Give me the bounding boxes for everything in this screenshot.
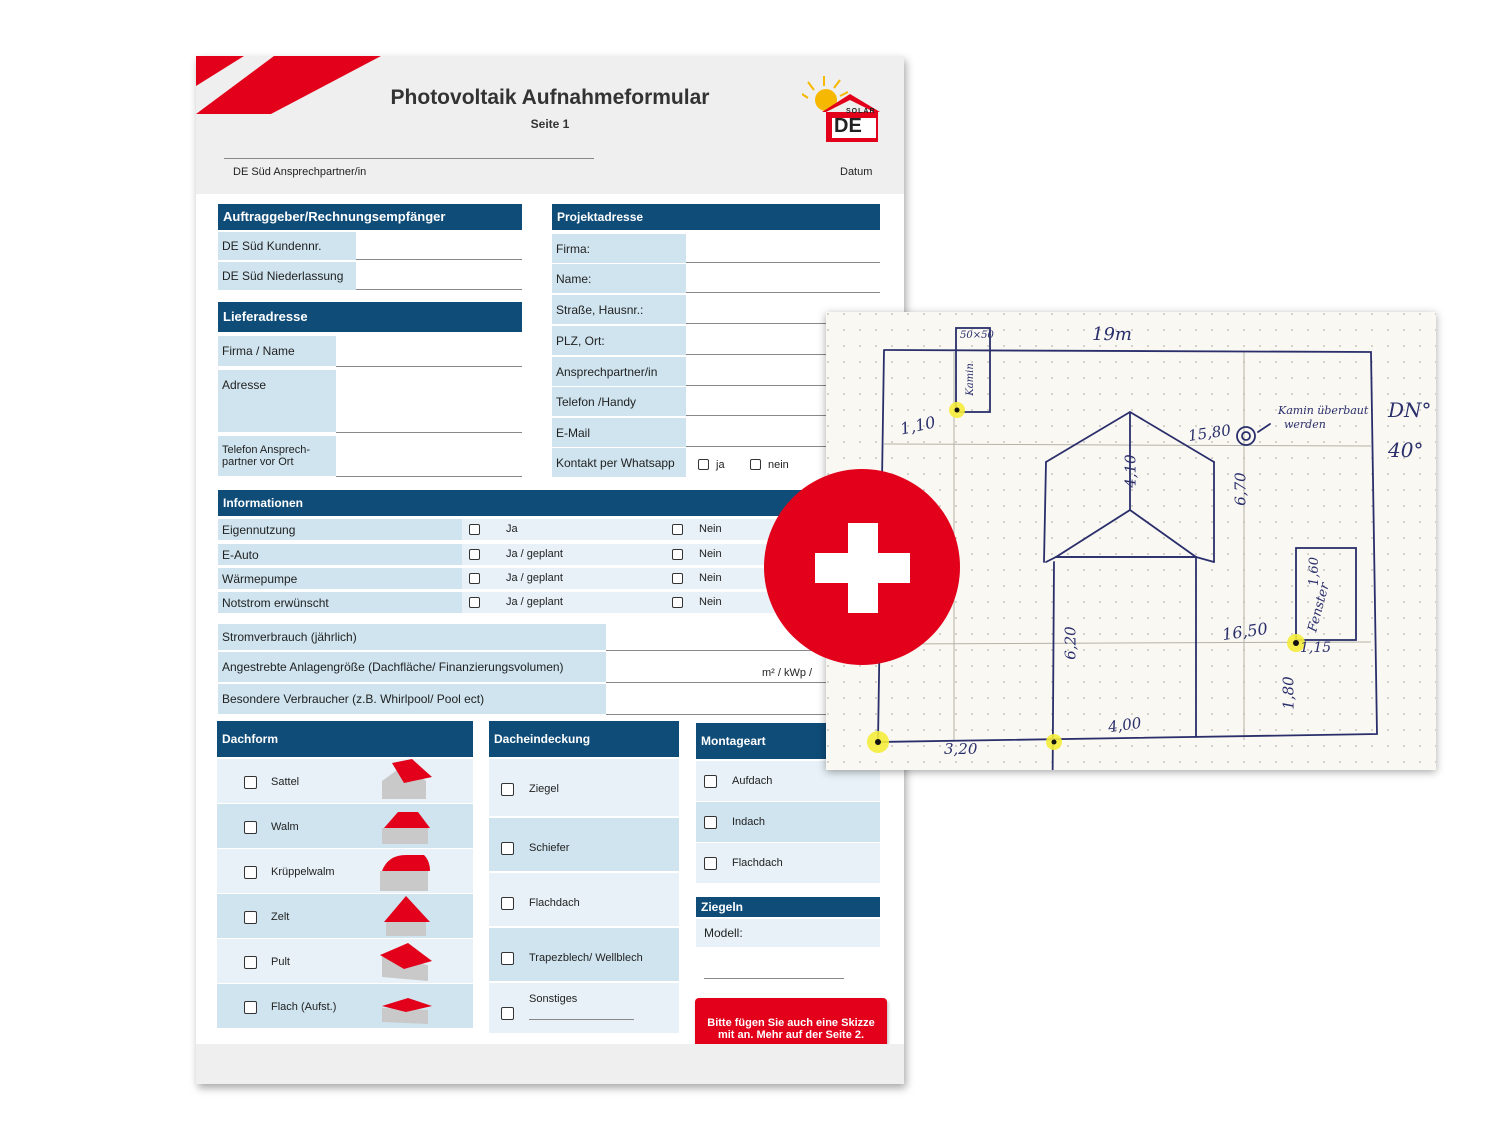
kundennr-field[interactable] bbox=[356, 259, 522, 260]
form-subtitle: Seite 1 bbox=[530, 117, 570, 131]
dachform-icon-1 bbox=[378, 804, 434, 853]
eindeckung-checkbox-3[interactable] bbox=[501, 952, 514, 965]
montage-checkbox-1[interactable] bbox=[704, 816, 717, 829]
roof-shape-icon bbox=[378, 984, 434, 1028]
liefer-telefon-field[interactable] bbox=[336, 476, 522, 477]
logo-solar-text: SOLAR bbox=[846, 108, 876, 115]
solar-de-logo bbox=[802, 74, 882, 144]
info-yes-label-2: Ja / geplant bbox=[506, 572, 563, 584]
ziegeln-title: Ziegeln bbox=[696, 897, 880, 917]
dachform-checkbox-5[interactable] bbox=[244, 1001, 257, 1014]
info-no-checkbox-2[interactable] bbox=[672, 573, 683, 584]
roof-shape-icon bbox=[378, 849, 434, 893]
eindeckung-row-0[interactable] bbox=[489, 759, 679, 816]
projekt-label-6: E-Mail bbox=[552, 418, 686, 447]
kundennr-label: DE Süd Kundennr. bbox=[218, 232, 356, 260]
info-yes-label-1: Ja / geplant bbox=[506, 548, 563, 560]
liefer-firma-field[interactable] bbox=[336, 366, 522, 367]
projekt-field-1[interactable] bbox=[686, 292, 880, 293]
dachform-icon-4 bbox=[378, 939, 434, 988]
projekt-label-0: Firma: bbox=[552, 234, 686, 263]
projekt-label-2: Straße, Hausnr.: bbox=[552, 295, 686, 324]
info-no-label-2: Nein bbox=[699, 572, 722, 584]
eindeckung-row-1[interactable] bbox=[489, 818, 679, 871]
roof-shape-icon bbox=[378, 894, 434, 938]
form-footer bbox=[196, 1044, 904, 1084]
roof-shape-icon bbox=[378, 939, 434, 983]
dachform-title: Dachform bbox=[217, 721, 473, 757]
info-no-label-3: Nein bbox=[699, 596, 722, 608]
sketch-kamin-size: 50×50 bbox=[960, 330, 994, 341]
liefer-telefon-label-line2: partner vor Ort bbox=[222, 456, 294, 468]
eindeckung-row-2[interactable] bbox=[489, 873, 679, 926]
eindeckung-label-3: Trapezblech/ Wellblech bbox=[529, 952, 643, 964]
info-no-label-1: Nein bbox=[699, 548, 722, 560]
eindeckung-label-2: Flachdach bbox=[529, 897, 580, 909]
info-label-0: Eigennutzung bbox=[218, 519, 462, 540]
sketch-dim-7: 1,60 bbox=[1306, 557, 1322, 586]
dachform-label-4: Pult bbox=[271, 956, 290, 968]
sketch-dim-11: 4,00 bbox=[1106, 713, 1143, 737]
dachform-checkbox-2[interactable] bbox=[244, 866, 257, 879]
sketch-dim-3: 4,10 bbox=[1121, 454, 1140, 488]
roof-shape-icon bbox=[378, 759, 434, 803]
sketch-dim-2: 15,80 bbox=[1186, 421, 1232, 445]
info-yes-checkbox-3[interactable] bbox=[469, 597, 480, 608]
montage-checkbox-0[interactable] bbox=[704, 775, 717, 788]
projekt-label-3: PLZ, Ort: bbox=[552, 326, 686, 355]
dachform-label-2: Krüppelwalm bbox=[271, 866, 335, 878]
sketch-hint-line1: Bitte fügen Sie auch eine Skizze bbox=[707, 1017, 875, 1029]
projektadresse-title: Projektadresse bbox=[552, 204, 880, 230]
auftraggeber-title: Auftraggeber/Rechnungsempfänger bbox=[218, 204, 522, 230]
eindeckung-checkbox-0[interactable] bbox=[501, 783, 514, 796]
sketch-dim-6: 16,50 bbox=[1220, 618, 1269, 645]
dacheindeckung-title: Dacheindeckung bbox=[489, 721, 679, 757]
informationen-title: Informationen bbox=[218, 490, 880, 516]
info-no-checkbox-3[interactable] bbox=[672, 597, 683, 608]
whatsapp-nein-checkbox[interactable] bbox=[750, 459, 761, 470]
info-no-checkbox-0[interactable] bbox=[672, 524, 683, 535]
anlagengroesse-unit: m² / kWp / bbox=[762, 667, 813, 679]
montageart-title: Montageart bbox=[696, 723, 880, 759]
projekt-label-1: Name: bbox=[552, 264, 686, 293]
sketch-kamin-label: Kamin bbox=[964, 363, 976, 396]
liefer-telefon-label bbox=[218, 436, 336, 476]
dachform-label-1: Walm bbox=[271, 821, 299, 833]
projekt-label-5: Telefon /Handy bbox=[552, 387, 686, 416]
eindeckung-checkbox-2[interactable] bbox=[501, 897, 514, 910]
liefer-telefon-label-line1: Telefon Ansprech- bbox=[222, 444, 311, 456]
ziegeln-modell-label: Modell: bbox=[704, 926, 743, 940]
info-no-checkbox-1[interactable] bbox=[672, 549, 683, 560]
liefer-adresse-label: Adresse bbox=[218, 370, 336, 432]
lieferadresse-title: Lieferadresse bbox=[218, 302, 522, 332]
sketch-hint-line2: mit an. Mehr auf der Seite 2. bbox=[717, 1029, 865, 1041]
montage-row-2[interactable] bbox=[696, 843, 880, 883]
dachform-icon-0 bbox=[378, 759, 434, 808]
eindeckung-checkbox-1[interactable] bbox=[501, 842, 514, 855]
liefer-firma-label: Firma / Name bbox=[218, 336, 336, 366]
plus-icon bbox=[764, 469, 960, 665]
sketch-dim-4: 6,70 bbox=[1231, 472, 1250, 506]
info-yes-label-3: Ja / geplant bbox=[506, 596, 563, 608]
montage-label-2: Flachdach bbox=[732, 857, 783, 869]
montage-row-1[interactable] bbox=[696, 802, 880, 842]
anlagengroesse-label: Angestrebte Anlagengröße (Dachfläche/ Finanzierungsvolumen) bbox=[218, 652, 606, 682]
dachform-icon-2 bbox=[378, 849, 434, 898]
dachform-label-3: Zelt bbox=[271, 911, 290, 923]
info-no-label-0: Nein bbox=[699, 523, 722, 535]
info-yes-checkbox-0[interactable] bbox=[469, 524, 480, 535]
sketch-dn-value: 40° bbox=[1388, 438, 1424, 462]
form-title: Photovoltaik Aufnahmeformular bbox=[390, 86, 710, 109]
whatsapp-ja-label: ja bbox=[716, 459, 725, 471]
sketch-dn-label: DN° bbox=[1388, 398, 1432, 422]
dachform-label-5: Flach (Aufst.) bbox=[271, 1001, 337, 1013]
dachform-icon-3 bbox=[378, 894, 434, 943]
info-label-1: E-Auto bbox=[218, 544, 462, 565]
roof-shape-icon bbox=[378, 804, 434, 848]
montage-label-1: Indach bbox=[732, 816, 766, 828]
sketch-dim-1: 1,10 bbox=[898, 412, 938, 439]
sketch-note-line2: werden bbox=[1284, 418, 1326, 431]
contact-signature-line bbox=[224, 158, 594, 159]
dachform-checkbox-0[interactable] bbox=[244, 776, 257, 789]
montage-label-0: Aufdach bbox=[732, 775, 773, 787]
sketch-dim-8: Fenster bbox=[1305, 581, 1333, 634]
info-yes-checkbox-2[interactable] bbox=[469, 573, 480, 584]
date-label: Datum bbox=[840, 166, 873, 178]
sketch-note-line1: Kamin überbaut bbox=[1278, 404, 1369, 417]
sketch-dim-5: 6,20 bbox=[1061, 626, 1080, 660]
info-yes-label-0: Ja bbox=[506, 523, 518, 535]
dachform-label-0: Sattel bbox=[271, 776, 300, 788]
dachform-checkbox-1[interactable] bbox=[244, 821, 257, 834]
logo-de-text: DE bbox=[834, 115, 862, 137]
montage-checkbox-2[interactable] bbox=[704, 857, 717, 870]
liefer-adresse-field[interactable] bbox=[336, 432, 522, 433]
sketch-dim-9: 1,15 bbox=[1300, 640, 1332, 656]
sketch-dim-12: 3,20 bbox=[944, 740, 978, 758]
dachform-checkbox-3[interactable] bbox=[244, 911, 257, 924]
plus-badge bbox=[764, 469, 960, 665]
ziegeln-modell-field[interactable] bbox=[704, 978, 844, 979]
sketch-width-label: 19m bbox=[1092, 324, 1132, 345]
eindeckung-row-4[interactable] bbox=[489, 983, 679, 1033]
eindeckung-label-4: Sonstiges bbox=[529, 993, 578, 1005]
eindeckung-label-1: Schiefer bbox=[529, 842, 570, 854]
info-label-3: Notstrom erwünscht bbox=[218, 592, 462, 613]
dachform-checkbox-4[interactable] bbox=[244, 956, 257, 969]
whatsapp-ja-checkbox[interactable] bbox=[698, 459, 709, 470]
info-yes-checkbox-1[interactable] bbox=[469, 549, 480, 560]
eindeckung-checkbox-4[interactable] bbox=[501, 1007, 514, 1020]
projekt-label-4: Ansprechpartner/in bbox=[552, 357, 686, 386]
eindeckung-label-0: Ziegel bbox=[529, 783, 559, 795]
niederlassung-field[interactable] bbox=[356, 289, 522, 290]
niederlassung-label: DE Süd Niederlassung bbox=[218, 262, 356, 290]
info-label-2: Wärmepumpe bbox=[218, 568, 462, 589]
projekt-label-7: Kontakt per Whatsapp bbox=[552, 448, 686, 477]
besondere-verbraucher-label: Besondere Verbraucher (z.B. Whirlpool/ Pool ect) bbox=[218, 684, 606, 714]
dachform-icon-5 bbox=[378, 984, 434, 1033]
whatsapp-nein-label: nein bbox=[768, 459, 789, 471]
projekt-field-0[interactable] bbox=[686, 262, 880, 263]
contact-label: DE Süd Ansprechpartner/in bbox=[233, 166, 367, 178]
ziegeln-modell-row bbox=[696, 919, 880, 947]
sketch-dim-10: 1,80 bbox=[1279, 676, 1298, 710]
stromverbrauch-label: Stromverbrauch (jährlich) bbox=[218, 624, 606, 650]
sonstiges-field[interactable] bbox=[529, 1019, 634, 1020]
